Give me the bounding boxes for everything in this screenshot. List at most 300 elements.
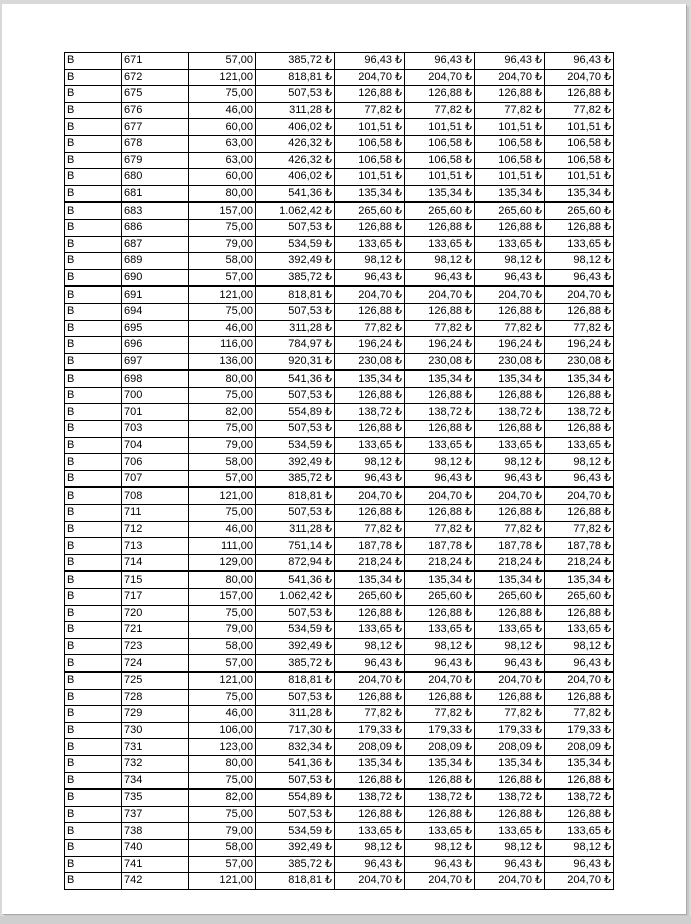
area-cell: 75,00 bbox=[189, 86, 256, 103]
share-3-cell: 98,12 ₺ bbox=[475, 454, 545, 471]
unit-cell: 689 bbox=[122, 253, 189, 270]
unit-cell: 707 bbox=[122, 470, 189, 487]
share-4-cell: 126,88 ₺ bbox=[545, 772, 614, 789]
block-cell: B bbox=[65, 689, 122, 706]
table-row bbox=[65, 253, 614, 270]
table-row bbox=[65, 806, 614, 823]
block-cell: B bbox=[65, 353, 122, 370]
area-cell: 121,00 bbox=[189, 69, 256, 86]
share-4-cell: 98,12 ₺ bbox=[545, 839, 614, 856]
block-cell: B bbox=[65, 236, 122, 253]
share-3-cell: 126,88 ₺ bbox=[475, 387, 545, 404]
area-cell: 79,00 bbox=[189, 236, 256, 253]
share-2-cell: 98,12 ₺ bbox=[405, 454, 475, 471]
share-4-cell: 106,58 ₺ bbox=[545, 152, 614, 169]
share-4-cell: 135,34 ₺ bbox=[545, 185, 614, 202]
block-cell: B bbox=[65, 86, 122, 103]
area-cell: 123,00 bbox=[189, 739, 256, 756]
share-1-cell: 265,60 ₺ bbox=[335, 589, 405, 606]
unit-cell: 706 bbox=[122, 454, 189, 471]
share-2-cell: 126,88 ₺ bbox=[405, 219, 475, 236]
block-cell: B bbox=[65, 722, 122, 739]
share-1-cell: 98,12 ₺ bbox=[335, 839, 405, 856]
table-row bbox=[65, 839, 614, 856]
block-cell: B bbox=[65, 638, 122, 655]
area-cell: 106,00 bbox=[189, 722, 256, 739]
total-cell: 311,28 ₺ bbox=[256, 521, 335, 538]
table-row bbox=[65, 521, 614, 538]
block-cell: B bbox=[65, 554, 122, 571]
block-cell: B bbox=[65, 370, 122, 387]
block-cell: B bbox=[65, 622, 122, 639]
share-2-cell: 77,82 ₺ bbox=[405, 102, 475, 119]
share-2-cell: 135,34 ₺ bbox=[405, 370, 475, 387]
table-row bbox=[65, 487, 614, 504]
area-cell: 75,00 bbox=[189, 219, 256, 236]
share-4-cell: 126,88 ₺ bbox=[545, 86, 614, 103]
unit-cell: 686 bbox=[122, 219, 189, 236]
block-cell: B bbox=[65, 185, 122, 202]
block-cell: B bbox=[65, 589, 122, 606]
share-3-cell: 96,43 ₺ bbox=[475, 856, 545, 873]
share-4-cell: 126,88 ₺ bbox=[545, 387, 614, 404]
unit-cell: 697 bbox=[122, 353, 189, 370]
unit-cell: 690 bbox=[122, 269, 189, 286]
share-2-cell: 135,34 ₺ bbox=[405, 755, 475, 772]
block-cell: B bbox=[65, 102, 122, 119]
share-1-cell: 126,88 ₺ bbox=[335, 689, 405, 706]
unit-cell: 703 bbox=[122, 421, 189, 438]
total-cell: 832,34 ₺ bbox=[256, 739, 335, 756]
area-cell: 116,00 bbox=[189, 337, 256, 354]
share-3-cell: 204,70 ₺ bbox=[475, 873, 545, 890]
unit-cell: 742 bbox=[122, 873, 189, 890]
share-1-cell: 126,88 ₺ bbox=[335, 772, 405, 789]
unit-cell: 732 bbox=[122, 755, 189, 772]
share-3-cell: 218,24 ₺ bbox=[475, 554, 545, 571]
share-2-cell: 265,60 ₺ bbox=[405, 589, 475, 606]
area-cell: 121,00 bbox=[189, 487, 256, 504]
area-cell: 75,00 bbox=[189, 806, 256, 823]
block-cell: B bbox=[65, 856, 122, 873]
total-cell: 818,81 ₺ bbox=[256, 286, 335, 303]
share-1-cell: 133,65 ₺ bbox=[335, 236, 405, 253]
share-3-cell: 133,65 ₺ bbox=[475, 823, 545, 840]
share-4-cell: 138,72 ₺ bbox=[545, 789, 614, 806]
share-2-cell: 106,58 ₺ bbox=[405, 152, 475, 169]
unit-cell: 730 bbox=[122, 722, 189, 739]
share-3-cell: 187,78 ₺ bbox=[475, 538, 545, 555]
block-cell: B bbox=[65, 437, 122, 454]
share-1-cell: 135,34 ₺ bbox=[335, 185, 405, 202]
share-4-cell: 77,82 ₺ bbox=[545, 521, 614, 538]
area-cell: 82,00 bbox=[189, 404, 256, 421]
table-row bbox=[65, 135, 614, 152]
share-1-cell: 101,51 ₺ bbox=[335, 119, 405, 136]
table-row bbox=[65, 873, 614, 890]
unit-cell: 723 bbox=[122, 638, 189, 655]
table-row bbox=[65, 421, 614, 438]
unit-cell: 676 bbox=[122, 102, 189, 119]
share-3-cell: 96,43 ₺ bbox=[475, 53, 545, 70]
share-2-cell: 204,70 ₺ bbox=[405, 873, 475, 890]
window-bottom-edge bbox=[0, 916, 691, 924]
share-1-cell: 126,88 ₺ bbox=[335, 219, 405, 236]
table-row bbox=[65, 337, 614, 354]
share-2-cell: 77,82 ₺ bbox=[405, 521, 475, 538]
table-row bbox=[65, 53, 614, 70]
share-1-cell: 133,65 ₺ bbox=[335, 823, 405, 840]
total-cell: 534,59 ₺ bbox=[256, 622, 335, 639]
share-1-cell: 96,43 ₺ bbox=[335, 53, 405, 70]
unit-cell: 683 bbox=[122, 202, 189, 219]
total-cell: 818,81 ₺ bbox=[256, 487, 335, 504]
share-4-cell: 265,60 ₺ bbox=[545, 202, 614, 219]
share-3-cell: 126,88 ₺ bbox=[475, 303, 545, 320]
area-cell: 75,00 bbox=[189, 387, 256, 404]
total-cell: 507,53 ₺ bbox=[256, 505, 335, 522]
share-3-cell: 265,60 ₺ bbox=[475, 589, 545, 606]
share-4-cell: 135,34 ₺ bbox=[545, 370, 614, 387]
share-2-cell: 133,65 ₺ bbox=[405, 622, 475, 639]
total-cell: 385,72 ₺ bbox=[256, 856, 335, 873]
table-row bbox=[65, 404, 614, 421]
share-3-cell: 96,43 ₺ bbox=[475, 655, 545, 672]
share-2-cell: 77,82 ₺ bbox=[405, 320, 475, 337]
share-1-cell: 77,82 ₺ bbox=[335, 706, 405, 723]
table-row bbox=[65, 320, 614, 337]
total-cell: 717,30 ₺ bbox=[256, 722, 335, 739]
block-cell: B bbox=[65, 337, 122, 354]
block-cell: B bbox=[65, 320, 122, 337]
share-1-cell: 77,82 ₺ bbox=[335, 521, 405, 538]
block-cell: B bbox=[65, 772, 122, 789]
block-cell: B bbox=[65, 53, 122, 70]
area-cell: 46,00 bbox=[189, 320, 256, 337]
share-1-cell: 138,72 ₺ bbox=[335, 404, 405, 421]
share-4-cell: 77,82 ₺ bbox=[545, 706, 614, 723]
block-cell: B bbox=[65, 538, 122, 555]
share-1-cell: 126,88 ₺ bbox=[335, 387, 405, 404]
share-1-cell: 77,82 ₺ bbox=[335, 320, 405, 337]
share-1-cell: 98,12 ₺ bbox=[335, 253, 405, 270]
share-3-cell: 106,58 ₺ bbox=[475, 152, 545, 169]
share-4-cell: 133,65 ₺ bbox=[545, 622, 614, 639]
block-cell: B bbox=[65, 823, 122, 840]
block-cell: B bbox=[65, 505, 122, 522]
total-cell: 751,14 ₺ bbox=[256, 538, 335, 555]
block-cell: B bbox=[65, 269, 122, 286]
unit-cell: 704 bbox=[122, 437, 189, 454]
block-cell: B bbox=[65, 69, 122, 86]
table-row bbox=[65, 589, 614, 606]
total-cell: 385,72 ₺ bbox=[256, 269, 335, 286]
share-2-cell: 204,70 ₺ bbox=[405, 487, 475, 504]
share-4-cell: 77,82 ₺ bbox=[545, 320, 614, 337]
share-4-cell: 98,12 ₺ bbox=[545, 253, 614, 270]
total-cell: 507,53 ₺ bbox=[256, 421, 335, 438]
share-2-cell: 196,24 ₺ bbox=[405, 337, 475, 354]
share-1-cell: 96,43 ₺ bbox=[335, 655, 405, 672]
total-cell: 534,59 ₺ bbox=[256, 823, 335, 840]
share-3-cell: 265,60 ₺ bbox=[475, 202, 545, 219]
share-1-cell: 204,70 ₺ bbox=[335, 69, 405, 86]
unit-cell: 717 bbox=[122, 589, 189, 606]
unit-cell: 694 bbox=[122, 303, 189, 320]
area-cell: 58,00 bbox=[189, 253, 256, 270]
share-3-cell: 133,65 ₺ bbox=[475, 437, 545, 454]
total-cell: 507,53 ₺ bbox=[256, 86, 335, 103]
share-2-cell: 96,43 ₺ bbox=[405, 470, 475, 487]
share-2-cell: 101,51 ₺ bbox=[405, 119, 475, 136]
share-2-cell: 265,60 ₺ bbox=[405, 202, 475, 219]
total-cell: 534,59 ₺ bbox=[256, 236, 335, 253]
block-cell: B bbox=[65, 169, 122, 186]
share-2-cell: 138,72 ₺ bbox=[405, 404, 475, 421]
total-cell: 311,28 ₺ bbox=[256, 706, 335, 723]
block-cell: B bbox=[65, 219, 122, 236]
total-cell: 311,28 ₺ bbox=[256, 320, 335, 337]
share-3-cell: 135,34 ₺ bbox=[475, 755, 545, 772]
share-4-cell: 133,65 ₺ bbox=[545, 823, 614, 840]
unit-cell: 734 bbox=[122, 772, 189, 789]
share-2-cell: 208,09 ₺ bbox=[405, 739, 475, 756]
unit-cell: 671 bbox=[122, 53, 189, 70]
share-3-cell: 98,12 ₺ bbox=[475, 638, 545, 655]
area-cell: 82,00 bbox=[189, 789, 256, 806]
unit-cell: 695 bbox=[122, 320, 189, 337]
share-2-cell: 126,88 ₺ bbox=[405, 505, 475, 522]
block-cell: B bbox=[65, 404, 122, 421]
unit-cell: 672 bbox=[122, 69, 189, 86]
area-cell: 157,00 bbox=[189, 202, 256, 219]
share-4-cell: 204,70 ₺ bbox=[545, 873, 614, 890]
share-2-cell: 126,88 ₺ bbox=[405, 387, 475, 404]
share-4-cell: 101,51 ₺ bbox=[545, 119, 614, 136]
area-cell: 79,00 bbox=[189, 823, 256, 840]
print-preview-page bbox=[2, 4, 686, 914]
share-2-cell: 106,58 ₺ bbox=[405, 135, 475, 152]
area-cell: 46,00 bbox=[189, 521, 256, 538]
table-row bbox=[65, 538, 614, 555]
unit-cell: 681 bbox=[122, 185, 189, 202]
area-cell: 60,00 bbox=[189, 119, 256, 136]
share-2-cell: 101,51 ₺ bbox=[405, 169, 475, 186]
table-row bbox=[65, 387, 614, 404]
share-3-cell: 77,82 ₺ bbox=[475, 320, 545, 337]
unit-cell: 737 bbox=[122, 806, 189, 823]
unit-cell: 715 bbox=[122, 571, 189, 588]
share-1-cell: 98,12 ₺ bbox=[335, 454, 405, 471]
share-2-cell: 98,12 ₺ bbox=[405, 839, 475, 856]
unit-cell: 713 bbox=[122, 538, 189, 555]
share-4-cell: 204,70 ₺ bbox=[545, 487, 614, 504]
share-3-cell: 98,12 ₺ bbox=[475, 839, 545, 856]
share-3-cell: 208,09 ₺ bbox=[475, 739, 545, 756]
share-3-cell: 98,12 ₺ bbox=[475, 253, 545, 270]
total-cell: 920,31 ₺ bbox=[256, 353, 335, 370]
share-2-cell: 77,82 ₺ bbox=[405, 706, 475, 723]
area-cell: 157,00 bbox=[189, 589, 256, 606]
block-cell: B bbox=[65, 119, 122, 136]
share-4-cell: 126,88 ₺ bbox=[545, 303, 614, 320]
share-4-cell: 204,70 ₺ bbox=[545, 286, 614, 303]
share-3-cell: 106,58 ₺ bbox=[475, 135, 545, 152]
unit-cell: 700 bbox=[122, 387, 189, 404]
block-cell: B bbox=[65, 739, 122, 756]
share-3-cell: 126,88 ₺ bbox=[475, 421, 545, 438]
share-2-cell: 126,88 ₺ bbox=[405, 689, 475, 706]
share-4-cell: 98,12 ₺ bbox=[545, 454, 614, 471]
block-cell: B bbox=[65, 655, 122, 672]
share-2-cell: 126,88 ₺ bbox=[405, 605, 475, 622]
unit-cell: 696 bbox=[122, 337, 189, 354]
area-cell: 57,00 bbox=[189, 269, 256, 286]
share-4-cell: 126,88 ₺ bbox=[545, 806, 614, 823]
unit-cell: 712 bbox=[122, 521, 189, 538]
area-cell: 58,00 bbox=[189, 638, 256, 655]
block-cell: B bbox=[65, 755, 122, 772]
share-3-cell: 179,33 ₺ bbox=[475, 722, 545, 739]
unit-cell: 731 bbox=[122, 739, 189, 756]
share-1-cell: 204,70 ₺ bbox=[335, 873, 405, 890]
share-1-cell: 133,65 ₺ bbox=[335, 437, 405, 454]
share-1-cell: 133,65 ₺ bbox=[335, 622, 405, 639]
share-3-cell: 230,08 ₺ bbox=[475, 353, 545, 370]
area-cell: 121,00 bbox=[189, 286, 256, 303]
share-1-cell: 126,88 ₺ bbox=[335, 86, 405, 103]
total-cell: 406,02 ₺ bbox=[256, 169, 335, 186]
block-cell: B bbox=[65, 789, 122, 806]
share-2-cell: 126,88 ₺ bbox=[405, 86, 475, 103]
block-cell: B bbox=[65, 454, 122, 471]
table-row bbox=[65, 622, 614, 639]
share-3-cell: 204,70 ₺ bbox=[475, 69, 545, 86]
unit-cell: 740 bbox=[122, 839, 189, 856]
unit-cell: 721 bbox=[122, 622, 189, 639]
total-cell: 385,72 ₺ bbox=[256, 470, 335, 487]
share-4-cell: 126,88 ₺ bbox=[545, 219, 614, 236]
share-1-cell: 138,72 ₺ bbox=[335, 789, 405, 806]
area-cell: 79,00 bbox=[189, 622, 256, 639]
area-cell: 136,00 bbox=[189, 353, 256, 370]
unit-cell: 708 bbox=[122, 487, 189, 504]
share-2-cell: 204,70 ₺ bbox=[405, 69, 475, 86]
share-3-cell: 101,51 ₺ bbox=[475, 169, 545, 186]
area-cell: 75,00 bbox=[189, 605, 256, 622]
share-4-cell: 126,88 ₺ bbox=[545, 689, 614, 706]
total-cell: 534,59 ₺ bbox=[256, 437, 335, 454]
unit-cell: 678 bbox=[122, 135, 189, 152]
share-1-cell: 106,58 ₺ bbox=[335, 135, 405, 152]
share-1-cell: 218,24 ₺ bbox=[335, 554, 405, 571]
share-3-cell: 77,82 ₺ bbox=[475, 102, 545, 119]
total-cell: 818,81 ₺ bbox=[256, 873, 335, 890]
table-row bbox=[65, 789, 614, 806]
table-row bbox=[65, 856, 614, 873]
area-cell: 80,00 bbox=[189, 185, 256, 202]
data-table bbox=[64, 52, 614, 890]
area-cell: 57,00 bbox=[189, 470, 256, 487]
area-cell: 58,00 bbox=[189, 454, 256, 471]
share-2-cell: 133,65 ₺ bbox=[405, 823, 475, 840]
share-4-cell: 96,43 ₺ bbox=[545, 856, 614, 873]
unit-cell: 729 bbox=[122, 706, 189, 723]
total-cell: 392,49 ₺ bbox=[256, 839, 335, 856]
share-4-cell: 196,24 ₺ bbox=[545, 337, 614, 354]
area-cell: 58,00 bbox=[189, 839, 256, 856]
share-4-cell: 133,65 ₺ bbox=[545, 236, 614, 253]
table-row bbox=[65, 672, 614, 689]
share-1-cell: 77,82 ₺ bbox=[335, 102, 405, 119]
table-row bbox=[65, 236, 614, 253]
total-cell: 784,97 ₺ bbox=[256, 337, 335, 354]
total-cell: 507,53 ₺ bbox=[256, 605, 335, 622]
unit-cell: 677 bbox=[122, 119, 189, 136]
block-cell: B bbox=[65, 202, 122, 219]
total-cell: 541,36 ₺ bbox=[256, 571, 335, 588]
share-1-cell: 126,88 ₺ bbox=[335, 806, 405, 823]
share-4-cell: 133,65 ₺ bbox=[545, 437, 614, 454]
share-1-cell: 265,60 ₺ bbox=[335, 202, 405, 219]
share-2-cell: 218,24 ₺ bbox=[405, 554, 475, 571]
share-3-cell: 133,65 ₺ bbox=[475, 622, 545, 639]
table-row bbox=[65, 269, 614, 286]
share-1-cell: 96,43 ₺ bbox=[335, 470, 405, 487]
share-2-cell: 126,88 ₺ bbox=[405, 806, 475, 823]
area-cell: 63,00 bbox=[189, 152, 256, 169]
share-4-cell: 187,78 ₺ bbox=[545, 538, 614, 555]
table-row bbox=[65, 86, 614, 103]
share-1-cell: 126,88 ₺ bbox=[335, 421, 405, 438]
block-cell: B bbox=[65, 873, 122, 890]
area-cell: 75,00 bbox=[189, 772, 256, 789]
share-4-cell: 77,82 ₺ bbox=[545, 102, 614, 119]
share-3-cell: 126,88 ₺ bbox=[475, 772, 545, 789]
share-3-cell: 126,88 ₺ bbox=[475, 806, 545, 823]
table-row bbox=[65, 286, 614, 303]
table-row bbox=[65, 689, 614, 706]
share-2-cell: 204,70 ₺ bbox=[405, 672, 475, 689]
share-1-cell: 135,34 ₺ bbox=[335, 755, 405, 772]
share-2-cell: 96,43 ₺ bbox=[405, 856, 475, 873]
block-cell: B bbox=[65, 253, 122, 270]
total-cell: 392,49 ₺ bbox=[256, 638, 335, 655]
share-3-cell: 126,88 ₺ bbox=[475, 219, 545, 236]
share-1-cell: 96,43 ₺ bbox=[335, 269, 405, 286]
area-cell: 111,00 bbox=[189, 538, 256, 555]
share-1-cell: 126,88 ₺ bbox=[335, 605, 405, 622]
table-row bbox=[65, 102, 614, 119]
share-3-cell: 138,72 ₺ bbox=[475, 404, 545, 421]
total-cell: 818,81 ₺ bbox=[256, 672, 335, 689]
table-row bbox=[65, 554, 614, 571]
share-3-cell: 126,88 ₺ bbox=[475, 689, 545, 706]
share-4-cell: 138,72 ₺ bbox=[545, 404, 614, 421]
share-3-cell: 204,70 ₺ bbox=[475, 286, 545, 303]
share-1-cell: 98,12 ₺ bbox=[335, 638, 405, 655]
share-4-cell: 126,88 ₺ bbox=[545, 421, 614, 438]
area-cell: 80,00 bbox=[189, 571, 256, 588]
share-2-cell: 204,70 ₺ bbox=[405, 286, 475, 303]
table-row bbox=[65, 185, 614, 202]
total-cell: 507,53 ₺ bbox=[256, 806, 335, 823]
area-cell: 121,00 bbox=[189, 873, 256, 890]
area-cell: 57,00 bbox=[189, 655, 256, 672]
share-3-cell: 204,70 ₺ bbox=[475, 487, 545, 504]
block-cell: B bbox=[65, 806, 122, 823]
share-2-cell: 230,08 ₺ bbox=[405, 353, 475, 370]
